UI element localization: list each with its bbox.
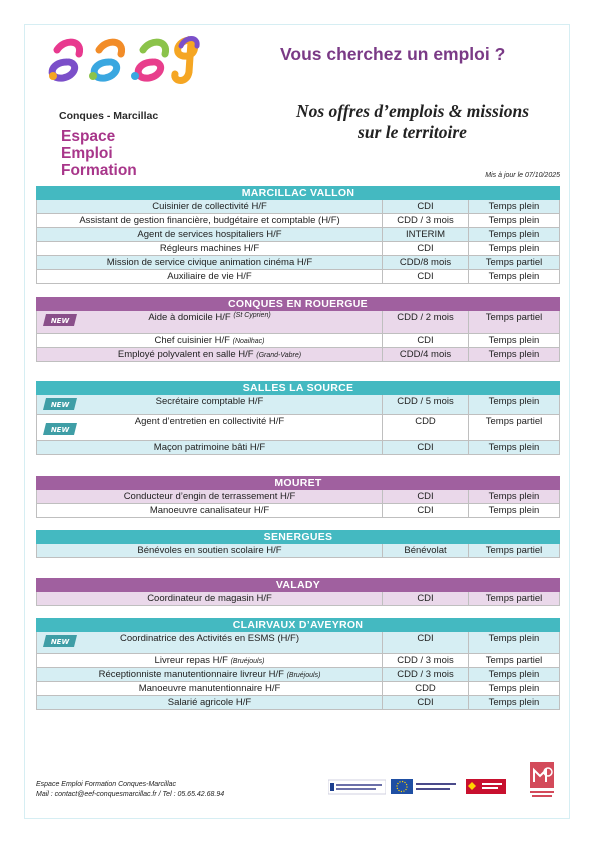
section-header: SENERGUES [36, 530, 560, 544]
job-title-cell [37, 668, 383, 681]
work-time: Temps plein [488, 683, 540, 694]
footer-contact [36, 780, 224, 800]
work-time: Temps partiel [485, 312, 543, 323]
partner-logo-region [328, 777, 386, 797]
job-location: (St Cyprien) [233, 312, 271, 319]
job-title-cell [37, 654, 383, 667]
job-row[interactable] [36, 395, 560, 415]
job-title: Agent de services hospitaliers H/F [37, 228, 383, 241]
job-row[interactable] [36, 696, 560, 710]
job-row[interactable] [36, 348, 560, 362]
page-title: Vous cherchez un emploi ? [280, 44, 506, 64]
eef-logo [45, 32, 205, 179]
occitanie-region-logo [466, 777, 506, 797]
contract-type: CDD / 3 mois [383, 214, 469, 227]
work-time: Temps plein [488, 271, 540, 282]
job-title: Régleurs machines H/F [37, 242, 383, 255]
job-location: (Noailhac) [232, 338, 265, 345]
job-title: Assistant de gestion financière, budgétaire et comptable (H/F) [37, 214, 383, 227]
job-title: Manoeuvre manutentionnaire H/F [37, 682, 383, 695]
section-clairvaux-d-aveyron [36, 618, 560, 710]
job-row[interactable] [36, 256, 560, 270]
job-title: Bénévoles en soutien scolaire H/F [37, 544, 383, 557]
subtitle-line-1: Nos offres d’emplois & missions [295, 101, 530, 121]
contract-type: CDI [383, 334, 469, 347]
logo-word-emploi: Emploi [61, 145, 113, 162]
contract-type: CDD / 3 mois [383, 668, 469, 681]
job-title: Coordinateur de magasin H/F [37, 592, 383, 605]
job-row[interactable] [36, 334, 560, 348]
section-header: CLAIRVAUX D’AVEYRON [36, 618, 560, 632]
job-title-cell [37, 348, 383, 361]
job-row[interactable] [36, 682, 560, 696]
section-senergues [36, 530, 560, 558]
job-title: Manoeuvre canalisateur H/F [37, 504, 383, 517]
new-badge-text: NEW [50, 317, 70, 325]
new-badge-icon [43, 398, 77, 410]
work-time: Temps partiel [485, 593, 543, 604]
work-time: Temps partiel [485, 655, 543, 666]
job-title: Livreur repas H/F [154, 655, 228, 666]
section-header: MARCILLAC VALLON [36, 186, 560, 200]
job-title: Secrétaire comptable H/F [37, 395, 383, 414]
job-row[interactable] [36, 415, 560, 441]
job-title: Chef cuisinier H/F [154, 335, 230, 346]
contract-type: CDI [383, 490, 469, 503]
job-title-cell [37, 311, 383, 333]
contract-type: CDI [383, 200, 469, 213]
contract-type: Bénévolat [383, 544, 469, 557]
job-row[interactable] [36, 490, 560, 504]
section-marcillac-vallon [36, 186, 560, 284]
job-row[interactable] [36, 228, 560, 242]
contract-type: CDI [383, 441, 469, 454]
contract-type: CDI [383, 242, 469, 255]
new-badge-icon [43, 314, 77, 326]
contract-type: CDD/4 mois [383, 348, 469, 361]
work-time: Temps plein [488, 396, 540, 407]
contract-type: INTERIM [383, 228, 469, 241]
contract-type: CDD/8 mois [383, 256, 469, 269]
page-subtitle [240, 101, 585, 143]
contract-type: CDI [383, 592, 469, 605]
job-title: Cuisinier de collectivité H/F [37, 200, 383, 213]
new-badge-icon [43, 635, 77, 647]
job-title: Mission de service civique animation cinéma H/F [37, 256, 383, 269]
work-time: Temps partiel [485, 545, 543, 556]
job-row[interactable] [36, 311, 560, 334]
contract-type: CDI [383, 270, 469, 283]
work-time: Temps plein [488, 505, 540, 516]
new-badge-icon [43, 423, 77, 435]
work-time: Temps plein [488, 335, 540, 346]
contract-type: CDD / 5 mois [383, 395, 469, 414]
job-row[interactable] [36, 632, 560, 654]
section-header: SALLES LA SOURCE [36, 381, 560, 395]
logo-city-label: Conques - Marcillac [59, 110, 159, 122]
footer-contact-line: Mail : contact@eef-conquesmarcillac.fr / Tel : 05.65.42.68.94 [36, 791, 225, 798]
job-title: Conducteur d’engin de terrassement H/F [37, 490, 383, 503]
job-title: Salarié agricole H/F [37, 696, 383, 709]
logo-word-formation: Formation [61, 162, 137, 179]
section-valady [36, 578, 560, 606]
section-header: MOURET [36, 476, 560, 490]
job-row[interactable] [36, 668, 560, 682]
job-title: Agent d’entretien en collectivité H/F [37, 415, 383, 440]
new-badge-text: NEW [50, 426, 70, 434]
contract-type: CDD [383, 415, 469, 440]
work-time: Temps plein [488, 349, 540, 360]
footer-org-name: Espace Emploi Formation Conques-Marcillac [36, 781, 177, 788]
logo-letters-graphic [45, 32, 205, 86]
contract-type: CDI [383, 696, 469, 709]
job-row[interactable] [36, 214, 560, 228]
job-row[interactable] [36, 441, 560, 455]
job-title: Coordinatrice des Activités en ESMS (H/F) [37, 632, 383, 653]
job-title: Employé polyvalent en salle H/F [117, 349, 254, 360]
job-row[interactable] [36, 592, 560, 606]
job-title: Maçon patrimoine bâti H/F [37, 441, 383, 454]
section-header: CONQUES EN ROUERGUE [36, 297, 560, 311]
contract-type: CDI [383, 504, 469, 517]
eu-funding-logo [414, 777, 460, 797]
job-row[interactable] [36, 200, 560, 214]
section-header: VALADY [36, 578, 560, 592]
eu-flag-icon [391, 777, 413, 797]
update-date-note: Mis à jour le 07/10/2025 [485, 172, 560, 179]
section-conques-en-rouergue [36, 297, 560, 362]
job-title: Auxiliaire de vie H/F [37, 270, 383, 283]
work-time: Temps plein [488, 491, 540, 502]
contract-type: CDD [383, 682, 469, 695]
new-badge-text: NEW [50, 638, 70, 646]
job-row[interactable] [36, 242, 560, 256]
job-title-cell [37, 334, 383, 347]
job-location: (Bruéjouls) [286, 672, 321, 679]
work-time: Temps plein [488, 243, 540, 254]
conques-marcillac-community-logo [528, 762, 556, 798]
job-row[interactable] [36, 504, 560, 518]
work-time: Temps plein [488, 669, 540, 680]
work-time: Temps partiel [485, 416, 543, 427]
work-time: Temps partiel [485, 257, 543, 268]
section-salles-la-source [36, 381, 560, 455]
job-title: Réceptionniste manutentionnaire livreur H/F [98, 669, 284, 680]
work-time: Temps plein [488, 229, 540, 240]
contract-type: CDD / 3 mois [383, 654, 469, 667]
logo-word-espace: Espace [61, 128, 116, 145]
contract-type: CDI [383, 632, 469, 653]
section-mouret [36, 476, 560, 518]
work-time: Temps plein [488, 442, 540, 453]
job-row[interactable] [36, 544, 560, 558]
work-time: Temps plein [488, 201, 540, 212]
work-time: Temps plein [488, 697, 540, 708]
work-time: Temps plein [488, 215, 540, 226]
new-badge-text: NEW [50, 401, 70, 409]
work-time: Temps plein [488, 633, 540, 644]
job-location: (Grand-Vabre) [256, 352, 302, 359]
contract-type: CDD / 2 mois [383, 311, 469, 333]
subtitle-line-2: sur le territoire [358, 122, 467, 142]
job-row[interactable] [36, 270, 560, 284]
job-title: Aide à domicile H/F [148, 312, 231, 323]
job-row[interactable] [36, 654, 560, 668]
job-location: (Bruéjouls) [230, 658, 265, 665]
